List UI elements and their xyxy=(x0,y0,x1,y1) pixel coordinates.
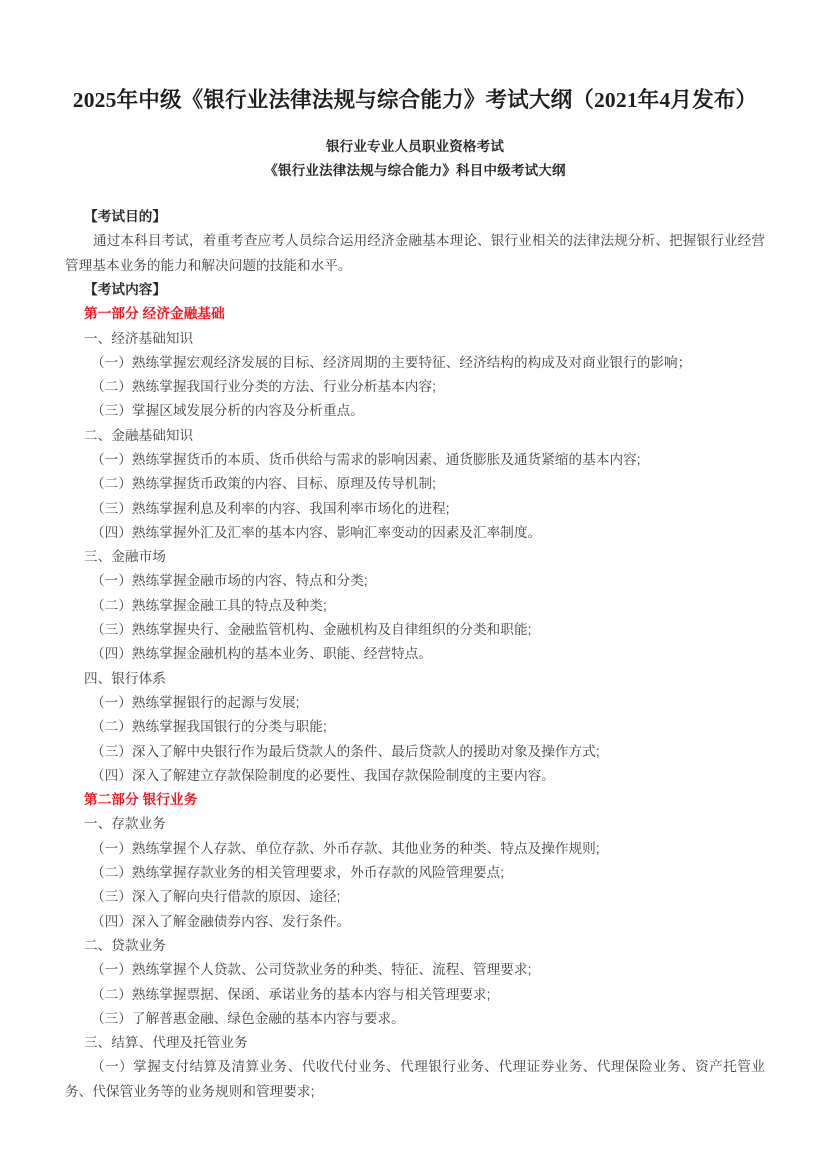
chapter-title: 二、贷款业务 xyxy=(84,937,166,953)
list-item: （三）了解普惠金融、绿色金融的基本内容与要求。 xyxy=(91,1010,405,1026)
list-item: （一）熟练掌握货币的本质、货币供给与需求的影响因素、通货膨胀及通货紧缩的基本内容; xyxy=(91,451,641,467)
list-item: （二）熟练掌握存款业务的相关管理要求，外币存款的风险管理要点; xyxy=(91,865,505,881)
chapter-title: 一、经济基础知识 xyxy=(84,330,194,346)
list-item: （一）掌握支付结算及清算业务、代收代付业务、代理银行业务、代理证券业务、代理保险业务、资产托管业务、代保管业务等的业务规则和管理要求; xyxy=(65,1059,765,1099)
part-heading-1: 第一部分 经济金融基础 xyxy=(84,306,225,322)
list-item: （三）掌握区域发展分析的内容及分析重点。 xyxy=(91,403,364,419)
list-item: （三）熟练掌握利息及利率的内容、我国利率市场化的进程; xyxy=(91,500,450,516)
list-item: （二）熟练掌握货币政策的内容、目标、原理及传导机制; xyxy=(91,476,436,492)
chapter-title: 二、金融基础知识 xyxy=(84,427,194,443)
subtitle-exam-program: 银行业专业人员职业资格考试 xyxy=(325,139,505,155)
list-item: （二）熟练掌握金融工具的特点及种类; xyxy=(91,597,327,613)
document-body xyxy=(65,205,765,1104)
list-item: （四）熟练掌握金融机构的基本业务、职能、经营特点。 xyxy=(91,646,433,662)
list-item: （一）熟练掌握个人贷款、公司贷款业务的种类、特征、流程、管理要求; xyxy=(91,962,532,978)
exam-purpose-paragraph: 通过本科目考试，着重考查应考人员综合运用经济金融基本理论、银行业相关的法律法规分析、把握银行业经营管理基本业务的能力和解决问题的技能和水平。 xyxy=(65,233,765,273)
chapter-title: 三、金融市场 xyxy=(84,549,166,565)
list-item: （一）熟练掌握个人存款、单位存款、外币存款、其他业务的种类、特点及操作规则; xyxy=(91,840,600,856)
chapter-title: 一、存款业务 xyxy=(84,816,166,832)
page-title: 2025年中级《银行业法律法规与综合能力》考试大纲（2021年4月发布） xyxy=(72,88,758,112)
list-item: （二）熟练掌握票据、保函、承诺业务的基本内容与相关管理要求; xyxy=(91,986,491,1002)
list-item: （四）熟练掌握外汇及汇率的基本内容、影响汇率变动的因素及汇率制度。 xyxy=(91,524,542,540)
part-heading-2: 第二部分 银行业务 xyxy=(84,792,198,808)
subtitle-block xyxy=(65,135,765,183)
list-item: （一）熟练掌握金融市场的内容、特点和分类; xyxy=(91,573,368,589)
list-item: （一）熟练掌握宏观经济发展的目标、经济周期的主要特征、经济结构的构成及对商业银行的影响； xyxy=(91,354,692,370)
list-item: （四）深入了解金融债券内容、发行条件。 xyxy=(91,913,351,929)
list-item: （四）深入了解建立存款保险制度的必要性、我国存款保险制度的主要内容。 xyxy=(91,767,555,783)
list-item: （二）熟练掌握我国行业分类的方法、行业分析基本内容; xyxy=(91,379,436,395)
section-label-exam-purpose: 【考试目的】 xyxy=(84,209,167,225)
list-item: （三）深入了解中央银行作为最后贷款人的条件、最后贷款人的援助对象及操作方式; xyxy=(91,743,600,759)
chapter-title: 三、结算、代理及托管业务 xyxy=(84,1035,248,1051)
subtitle-syllabus-name: 《银行业法律法规与综合能力》科目中级考试大纲 xyxy=(264,163,566,179)
list-item: （二）熟练掌握我国银行的分类与职能; xyxy=(91,719,327,735)
chapter-title: 四、银行体系 xyxy=(84,670,166,686)
list-item: （三）熟练掌握央行、金融监管机构、金融机构及自律组织的分类和职能; xyxy=(91,622,532,638)
list-item: （三）深入了解向央行借款的原因、途径; xyxy=(91,889,341,905)
list-item: （一）熟练掌握银行的起源与发展; xyxy=(91,694,300,710)
section-label-exam-content: 【考试内容】 xyxy=(84,281,167,297)
